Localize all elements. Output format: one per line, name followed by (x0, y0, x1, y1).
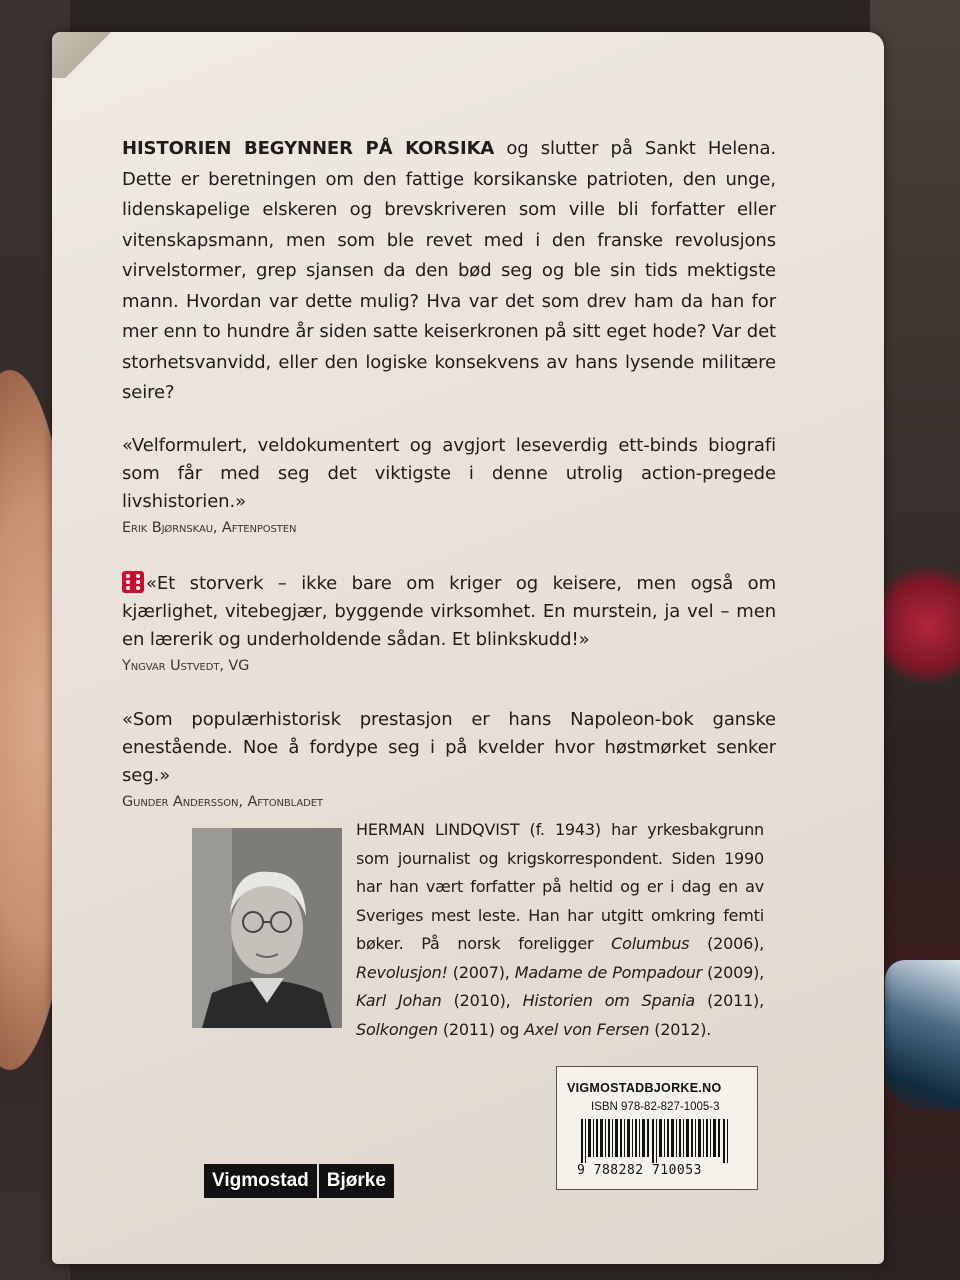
bio-year: (2007), (447, 962, 515, 982)
book-title: Solkongen (356, 1019, 438, 1039)
blurb-text: og slutter på Sankt Helena. Dette er beretningen om den fattige korsikanske patrioten, den unge, lidenskapelige elskeren og brevskriveren som ville bli forfatter eller vitenskapsmann, men som ble revet med i den franske revolusjons virvelstormer, grep sjansen da den bød seg og ble sin tids mektigste mann. Hvordan var dette mulig? Hva var det som drev ham da han for mer enn to hundre år siden satte keiserkronen på sitt eget hode? Var det storhetsvanvidd, eller den logiske konsekvens av hans lysende militære seire? (122, 138, 776, 403)
publisher-name-1: Vigmostad (204, 1164, 317, 1198)
blurb-lead: HISTORIEN BEGYNNER PÅ KORSIKA (122, 138, 495, 159)
author-portrait-icon (192, 828, 342, 1028)
quote-source: Yngvar Ustvedt, VG (122, 658, 250, 674)
book-blurb (122, 134, 776, 409)
bio-year: (2010), (441, 991, 523, 1010)
quote-text: «Et storverk – ikke bare om kriger og keisere, men også om kjærlighet, vitebegjær, byggende virksomhet. En murstein, ja vel – men en lærerik og underholdende sådan. Et blinkskudd!» (122, 573, 776, 650)
bio-year: (2009), (702, 962, 764, 982)
quote-text: «Som populærhistorisk prestasjon er hans Napoleon-bok ganske enestående. Noe å fordype seg i på kvelder hvor høstmørket senker seg.» (122, 709, 776, 786)
book-title: Madame de Pompadour (514, 962, 703, 982)
barcode-panel (556, 1066, 758, 1190)
publisher-logo (204, 1150, 394, 1198)
book-title: Karl Johan (356, 991, 442, 1010)
review-quote-3 (122, 706, 776, 814)
barcode-icon (579, 1119, 739, 1163)
book-title: Axel von Fersen (524, 1019, 650, 1039)
book-title: Historien om Spania (522, 991, 696, 1010)
bio-year: (2012). (649, 1019, 712, 1039)
blue-object-background (885, 960, 960, 1110)
quote-text: «Velformulert, veldokumentert og avgjort leseverdig ett-binds biografi som får med seg det viktigste i denne utrolig action-pregede livshistorien.» (122, 435, 776, 512)
bio-year: (2006), (689, 934, 764, 953)
publisher-name-2: Bjørke (319, 1164, 394, 1198)
book-title: Revolusjon! (356, 962, 448, 982)
review-quote-1 (122, 432, 776, 540)
quote-source: Erik Bjørnskau, Aftenposten (122, 520, 297, 536)
isbn-label: ISBN 978-82-827-1005-3 (591, 1101, 720, 1113)
review-quote-2 (122, 570, 776, 678)
worn-corner (52, 32, 122, 78)
dice-six-icon (122, 571, 144, 593)
author-bio (356, 816, 764, 1044)
author-photo (192, 828, 342, 1028)
bio-year: (2011), (695, 991, 764, 1010)
barcode-digits: 9 788282 710053 (577, 1163, 702, 1178)
publisher-url: VIGMOSTADBJORKE.NO (567, 1081, 722, 1095)
book-title: Columbus (611, 934, 690, 953)
red-object-background (880, 560, 960, 690)
bio-text: HERMAN LINDQVIST (f. 1943) har yrkesbakgrunn som journalist og krigskorrespondent. Siden 1990 har han vært forfatter på heltid og er i dag en av Sveriges mest leste. Han har utgitt omkring femti bøker. På norsk foreligger (356, 820, 764, 953)
bio-year: (2011) og (437, 1019, 525, 1039)
quote-source: Gunder Andersson, Aftonbladet (122, 794, 323, 810)
